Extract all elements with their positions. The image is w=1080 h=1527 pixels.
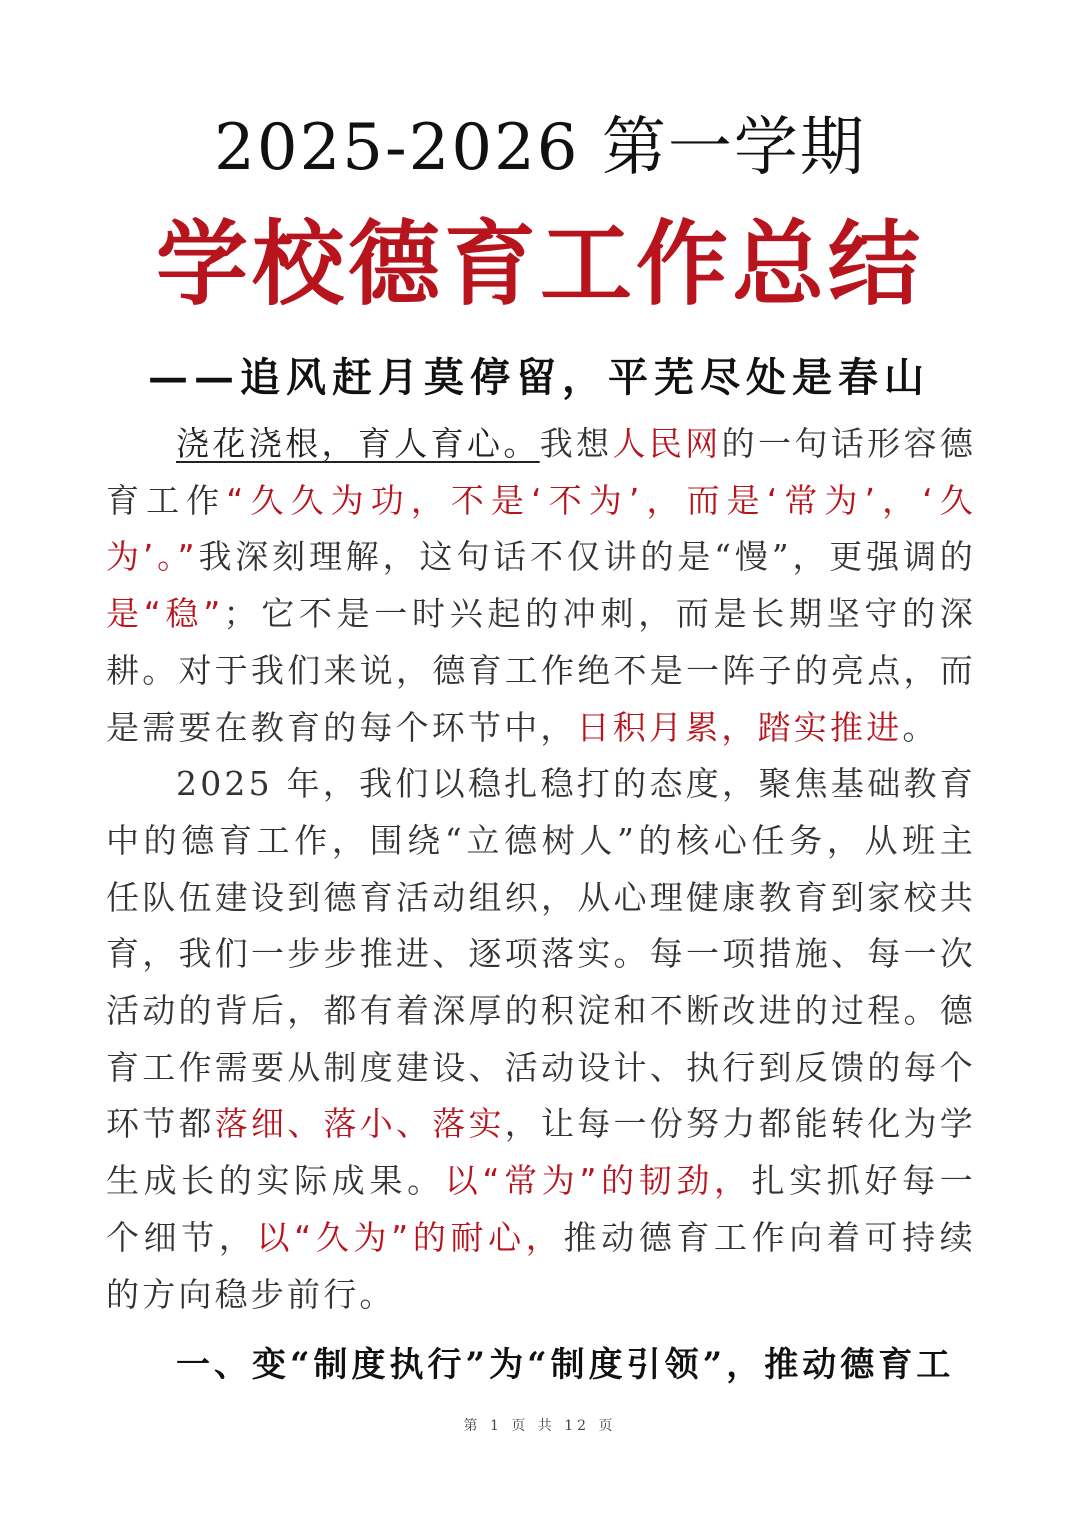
- paragraph-summary: [106, 756, 976, 1323]
- document-year-title: 2025-2026 第一学期: [214, 111, 866, 185]
- paragraph-text: ，让每一份努力都能转化为学生成长的实际成果。: [106, 1104, 976, 1201]
- paragraph-text: ；它不是一时兴起的冲刺，而是长期坚守的深耕。对于我们来说，德育工作绝不是一阵子的亮点，而是需要在教育的每个环节中，: [106, 594, 976, 747]
- highlight-stability: 是“稳”: [106, 594, 224, 634]
- paragraph-text: 2025 年，我们以稳扎稳打的态度，聚焦基础教育中的德育工作，围绕“立德树人”的核心任务，从班主任队伍建设到德育活动组织，从心理健康教育到家校共育，我们一步步推进、逐项落实。每一项措施、每一次活动的背后，都有着深厚的积淀和不断改进的过程。德育工作需要从制度建设、活动设计、执行到反馈的每个环节都: [106, 764, 976, 1144]
- paragraph-text: 推动德育工作向着可持续的方向稳步前行。: [106, 1217, 976, 1314]
- highlight-source: 人民网: [612, 424, 722, 463]
- paragraph-text: 我想: [539, 424, 613, 463]
- highlight-persistence: 以“常为”的韧劲，: [444, 1161, 752, 1201]
- document-body: [106, 416, 976, 1323]
- document-subtitle: ——追风赶月莫停留，平芜尽处是春山: [148, 354, 930, 401]
- document-main-title: 学校德育工作总结: [155, 211, 924, 318]
- paragraph-text: 我深刻理解，这句话不仅讲的是“慢”，更强调的: [197, 537, 976, 577]
- paragraph-text: 。: [902, 707, 939, 747]
- underlined-opening-phrase: 浇花浇根，育人育心。: [176, 424, 540, 463]
- paragraph-text: 的一句话形容德育工作: [106, 424, 977, 520]
- paragraph-intro: [106, 416, 976, 756]
- paragraph-text: 扎实抓好每一个细节，: [106, 1161, 976, 1257]
- highlight-steady-progress: 日积月累，踏实推进: [576, 707, 903, 747]
- highlight-quote: “久久为功，不是‘不为’，而是‘常为’，‘久为’。”: [106, 480, 976, 577]
- highlight-implementation: 落细、落小、落实: [214, 1104, 505, 1144]
- highlight-patience: 以“久为”的耐心，: [256, 1217, 564, 1257]
- section-heading: 一、变“制度执行”为“制度引领”，推动德育工: [176, 1345, 955, 1385]
- page-number-footer: 第 1 页 共 12 页: [463, 1418, 617, 1434]
